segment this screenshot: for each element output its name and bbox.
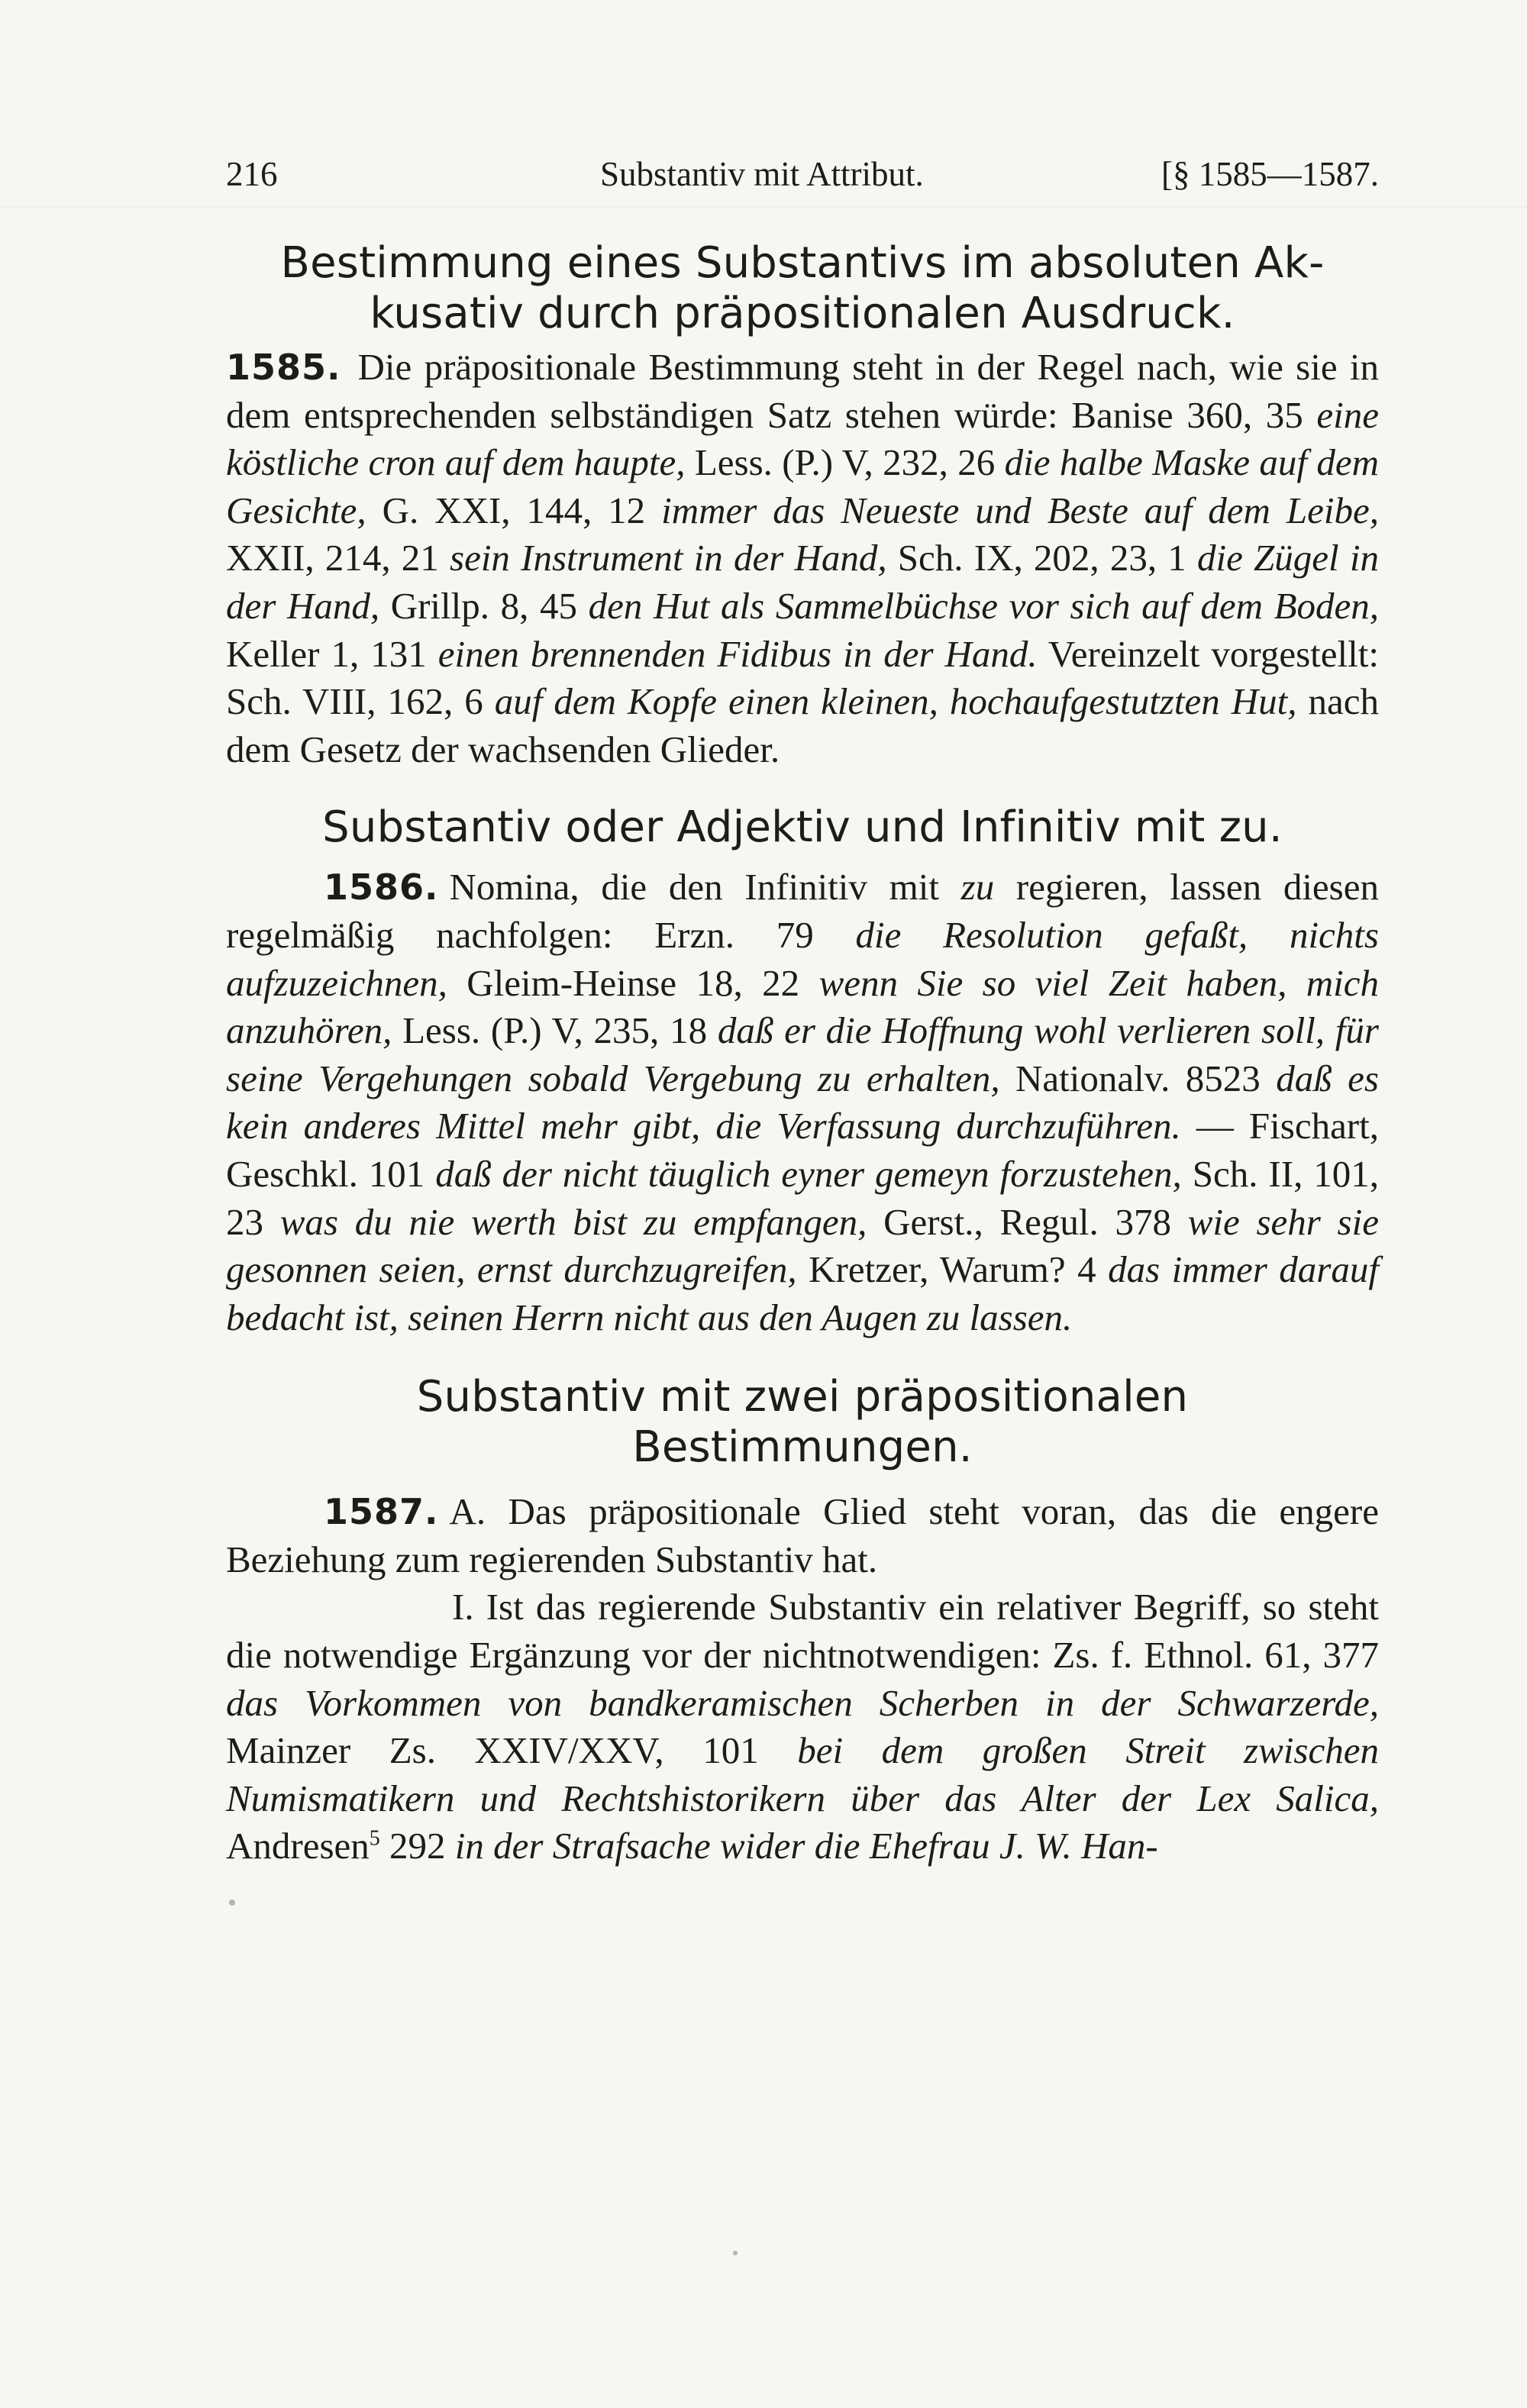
citation: Grillp. 8, 45 [379, 584, 589, 627]
example-quote: den Hut als Sammelbüchse vor sich auf dem Boden, [588, 584, 1379, 627]
example-quote: daß der nicht täuglich eyner gemeyn forzustehen, [435, 1152, 1182, 1195]
text: Nomina, die den Infinitiv mit [449, 866, 961, 909]
section-heading-1586 [226, 802, 1379, 853]
citation: 292 [379, 1825, 455, 1867]
citation: Keller 1, 131 [226, 632, 438, 675]
citation: Gerst., Regul. 378 [867, 1200, 1188, 1243]
example-quote: die Resolution gefaßt, nichts aufzuzeichnen, [226, 913, 1379, 1004]
heading-line-2: kusativ durch präpositionalen Ausdruck. [370, 289, 1235, 338]
text: A. Das präpositionale Glied steht voran, das die engere Beziehung zum regierenden Substantiv hat. [226, 1490, 1379, 1580]
example-quote: einen brennenden Fidibus in der Hand. [437, 632, 1038, 675]
heading-text: Substantiv oder Adjektiv und Infinitiv mit zu. [322, 802, 1283, 853]
paragraph-number: 1585. [226, 347, 341, 388]
citation: Sch. II, 101, 23 [226, 1152, 1379, 1243]
example-quote: in der Strafsache wider die Ehefrau J. W. Han- [454, 1825, 1158, 1867]
citation: Gleim-Heinse 18, 22 [447, 961, 819, 1004]
citation: Sch. IX, 202, 23, 1 [886, 537, 1197, 579]
example-quote: daß es kein anderes Mittel mehr gibt, die Verfassung durchzuführen. [226, 1057, 1379, 1148]
ink-speck [733, 2251, 738, 2255]
page-body [226, 238, 1379, 1871]
paragraph-number: 1587. [324, 1491, 439, 1533]
example-quote: zu [960, 866, 995, 909]
text: Die präpositionale Bestimmung steht in der Regel nach, wie sie in dem entsprechenden selbständigen Satz stehen würde: Banise 360, 35 [226, 346, 1379, 436]
running-head [226, 151, 1379, 197]
citation: Andresen [226, 1825, 370, 1867]
citation: Less. (P.) V, 235, 18 [392, 1009, 718, 1052]
section-range: [§ 1585—1587. [1161, 155, 1379, 193]
citation: Mainzer Zs. XXIV/XXV, 101 [226, 1729, 798, 1772]
paragraph-number: 1586. [324, 867, 439, 909]
example-quote: daß er die Hoffnung wohl verlieren soll, für seine Vergehungen sobald Vergebung zu erhalten, [226, 1009, 1379, 1099]
example-quote: wie sehr sie gesonnen seien, ernst durchzugreifen, [226, 1200, 1379, 1291]
example-quote: wenn Sie so viel Zeit haben, mich anzuhören, [226, 961, 1380, 1052]
example-quote: immer das Neueste und Beste auf dem Leibe, [661, 489, 1379, 531]
citation: — Fischart, Geschkl. 101 [226, 1105, 1379, 1195]
text: Vereinzelt vorgestellt: Sch. VIII, 162, 6 [226, 632, 1379, 723]
heading-line-1: Bestimmung eines Substantivs im absoluten Ak- [280, 238, 1325, 288]
example-quote: die halbe Maske auf dem Gesichte, [226, 441, 1380, 531]
citation: Less. (P.) V, 232, 26 [685, 441, 1005, 484]
page-number: 216 [226, 155, 278, 193]
heading-line-1: Substantiv mit zwei präpositionalen [416, 1372, 1189, 1422]
paragraph-1585 [226, 344, 1379, 773]
paragraph-1587-a [226, 1488, 1379, 1583]
example-quote: sein Instrument in der Hand, [450, 537, 887, 579]
citation: Nationalv. 8523 [999, 1057, 1277, 1099]
text: regieren, lassen diesen regelmäßig nachfolgen: Erzn. 79 [226, 866, 1379, 956]
section-heading-1587 [226, 1372, 1379, 1473]
example-quote: eine köstliche cron auf dem haupte, [226, 393, 1379, 484]
example-quote: das immer darauf bedacht ist, seinen Herrn nicht aus den Augen zu lassen. [226, 1248, 1379, 1338]
citation: Kretzer, Warum? 4 [796, 1248, 1109, 1291]
example-quote: die Zügel in der Hand, [226, 537, 1379, 627]
ink-speck [229, 1900, 235, 1906]
show-through-line [0, 206, 1527, 208]
example-quote: auf dem Kopfe einen kleinen, hochaufgestutzten Hut, [494, 680, 1297, 723]
example-quote: bei dem großen Streit zwischen Numismatikern und Rechtshistorikern über das Alter der Lex Salica, [226, 1729, 1379, 1819]
example-quote: das Vorkommen von bandkeramischen Scherben in der Schwarzerde, [226, 1681, 1379, 1724]
citation: XXII, 214, 21 [226, 537, 450, 579]
running-title: Substantiv mit Attribut. [600, 155, 924, 193]
example-quote: was du nie werth bist zu empfangen, [279, 1200, 867, 1243]
citation: G. XXI, 144, 12 [366, 489, 662, 531]
text: nach dem Gesetz der wachsenden Glieder. [226, 680, 1380, 770]
paragraph-1587-i [226, 1583, 1379, 1871]
heading-line-2: Bestimmungen. [632, 1422, 973, 1473]
section-heading-1585 [226, 238, 1379, 339]
paragraph-1586 [226, 863, 1379, 1341]
superscript-edition: 5 [369, 1827, 380, 1851]
text: I. Ist das regierende Substantiv ein relativer Begriff, so steht die notwendige Ergänzung vor der nichtnotwendigen: Zs. f. Ethnol. 61, 377 [226, 1586, 1379, 1677]
